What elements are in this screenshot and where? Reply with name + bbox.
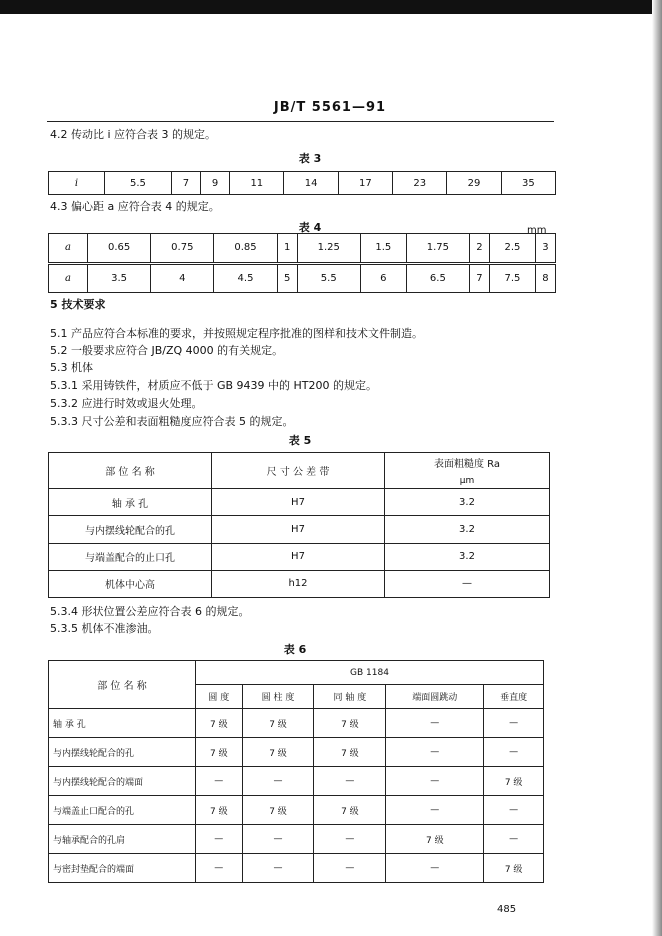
table6-row <box>49 709 544 738</box>
table5-cell: 3.2 <box>385 543 550 570</box>
table5-header-tolerance: 尺 寸 公 差 带 <box>212 453 385 489</box>
clause-4-2: 4.2 传动比 i 应符合表 3 的规定。 <box>50 128 217 141</box>
table6-cell: — <box>484 738 544 767</box>
table4-cell: 4 <box>151 263 214 293</box>
table6-cell: 7 级 <box>314 738 386 767</box>
table4-row <box>49 234 556 264</box>
table4-cell: 7 <box>469 263 489 293</box>
table4-cell: 6.5 <box>406 263 469 293</box>
table6-subheader: 同 轴 度 <box>314 685 386 709</box>
clause-5-3-4: 5.3.4 形状位置公差应符合表 6 的规定。 <box>50 605 250 618</box>
table3-cell: 11 <box>230 172 284 195</box>
table4-caption: 表 4 <box>298 221 322 234</box>
table6-subheader: 端面圆跳动 <box>386 685 484 709</box>
table3-cell: 14 <box>284 172 338 195</box>
table3-cell: 29 <box>447 172 501 195</box>
table6-header-group: GB 1184 <box>196 661 544 685</box>
table5-cell: h12 <box>212 570 385 597</box>
table5-header-roughness <box>385 453 550 489</box>
table4-cell: 1 <box>277 234 297 264</box>
scan-right-edge <box>652 0 662 936</box>
table4-cell: 3.5 <box>88 263 151 293</box>
clause-5-3-5: 5.3.5 机体不准渗油。 <box>50 622 159 635</box>
table6-subheader: 垂直度 <box>484 685 544 709</box>
scan-top-border <box>0 0 662 14</box>
table6-cell: 7 级 <box>196 709 243 738</box>
table6-row <box>49 825 544 854</box>
table6-header-name: 部 位 名 称 <box>49 661 196 709</box>
page-number: 485 <box>497 904 517 915</box>
table6-cell: — <box>196 767 243 796</box>
table4-label: a <box>49 234 88 264</box>
table5-caption: 表 5 <box>288 434 312 447</box>
table5-cell: H7 <box>212 543 385 570</box>
table6-cell: — <box>386 738 484 767</box>
table6-cell: 7 级 <box>242 796 314 825</box>
table6-header-row <box>49 661 544 685</box>
table5 <box>48 452 550 598</box>
table3-label: i <box>49 172 105 195</box>
table6-cell: — <box>386 854 484 883</box>
table6-cell: — <box>242 767 314 796</box>
table6-cell: 与轴承配合的孔肩 <box>49 825 196 854</box>
table4-unit: mm <box>527 225 547 236</box>
table6-cell: 7 级 <box>242 738 314 767</box>
table6-row <box>49 854 544 883</box>
table5-cell: 机体中心高 <box>49 570 212 597</box>
table4-cell: 2.5 <box>490 234 536 264</box>
table6-cell: 7 级 <box>386 825 484 854</box>
clause-5-2: 5.2 一般要求应符合 JB/ZQ 4000 的有关规定。 <box>50 344 284 357</box>
table3 <box>48 171 556 195</box>
table3-caption: 表 3 <box>298 152 322 165</box>
table6-cell: 7 级 <box>314 709 386 738</box>
table6-cell: 与密封垫配合的端面 <box>49 854 196 883</box>
table5-row <box>49 543 550 570</box>
table4-cell: 0.85 <box>214 234 277 264</box>
table6-cell: — <box>386 767 484 796</box>
table6-cell: — <box>484 709 544 738</box>
table6-row <box>49 767 544 796</box>
table6-cell: 7 级 <box>196 738 243 767</box>
table4-row <box>49 263 556 293</box>
table3-cell: 9 <box>201 172 230 195</box>
table6-caption: 表 6 <box>283 643 307 656</box>
clause-5-3-3: 5.3.3 尺寸公差和表面粗糙度应符合表 5 的规定。 <box>50 415 294 428</box>
clause-5-3-2: 5.3.2 应进行时效或退火处理。 <box>50 397 203 410</box>
table6-cell: 与端盖止口配合的孔 <box>49 796 196 825</box>
clause-5-1: 5.1 产品应符合本标准的要求，并按照规定程序批准的图样和技术文件制造。 <box>50 327 423 340</box>
table6-cell: — <box>386 796 484 825</box>
table5-cell: 轴 承 孔 <box>49 489 212 516</box>
table6-cell: — <box>314 767 386 796</box>
table6-cell: — <box>242 825 314 854</box>
table4-cell: 2 <box>469 234 489 264</box>
table6 <box>48 660 544 883</box>
table6-cell: — <box>242 854 314 883</box>
table3-row <box>49 172 556 195</box>
table6-cell: 7 级 <box>484 854 544 883</box>
standard-header: JB/T 5561—91 <box>273 100 387 115</box>
table6-cell: — <box>484 825 544 854</box>
table6-cell: — <box>196 854 243 883</box>
table4-cell: 1.25 <box>297 234 360 264</box>
table5-row <box>49 516 550 543</box>
table4 <box>48 233 556 293</box>
table5-cell: H7 <box>212 489 385 516</box>
table3-cell: 5.5 <box>105 172 172 195</box>
table4-cell: 3 <box>535 234 555 264</box>
table5-cell: H7 <box>212 516 385 543</box>
table6-cell: — <box>314 825 386 854</box>
table4-cell: 1.75 <box>406 234 469 264</box>
table6-row <box>49 796 544 825</box>
table5-cell: 与端盖配合的止口孔 <box>49 543 212 570</box>
clause-4-3: 4.3 偏心距 a 应符合表 4 的规定。 <box>50 200 220 213</box>
table4-cell: 4.5 <box>214 263 277 293</box>
table5-body <box>49 489 550 598</box>
table5-header-row <box>49 453 550 489</box>
table3-cell: 23 <box>393 172 447 195</box>
table5-row <box>49 570 550 597</box>
table5-cell: — <box>385 570 550 597</box>
table5-cell: 3.2 <box>385 489 550 516</box>
table6-body <box>49 709 544 883</box>
table6-cell: 与内摆线轮配合的端面 <box>49 767 196 796</box>
table5-cell: 3.2 <box>385 516 550 543</box>
table6-subheader: 圆 柱 度 <box>242 685 314 709</box>
table3-cell: 17 <box>338 172 392 195</box>
table6-cell: — <box>484 796 544 825</box>
table3-cell: 7 <box>171 172 200 195</box>
table5-row <box>49 489 550 516</box>
table5-cell: 与内摆线轮配合的孔 <box>49 516 212 543</box>
table4-cell: 7.5 <box>490 263 536 293</box>
table6-cell: — <box>196 825 243 854</box>
table6-cell: — <box>386 709 484 738</box>
table4-label: a <box>49 263 88 293</box>
clause-5-3: 5.3 机体 <box>50 361 93 374</box>
table6-cell: 轴 承 孔 <box>49 709 196 738</box>
header-rule <box>47 121 554 122</box>
table5-header-unit: μm <box>459 476 475 487</box>
table6-cell: — <box>314 854 386 883</box>
table4-cell: 5 <box>277 263 297 293</box>
table4-cell: 6 <box>360 263 406 293</box>
table6-cell: 与内摆线轮配合的孔 <box>49 738 196 767</box>
table6-cell: 7 级 <box>196 796 243 825</box>
table6-cell: 7 级 <box>242 709 314 738</box>
section-5-title: 5 技术要求 <box>50 298 106 311</box>
table4-cell: 1.5 <box>360 234 406 264</box>
table5-header-roughness-label: 表面粗糙度 Ra <box>433 459 501 471</box>
table6-row <box>49 738 544 767</box>
table6-cell: 7 级 <box>314 796 386 825</box>
table4-cell: 8 <box>535 263 555 293</box>
table3-cell: 35 <box>501 172 555 195</box>
table5-header-name: 部 位 名 称 <box>49 453 212 489</box>
table4-cell: 0.65 <box>88 234 151 264</box>
table4-cell: 0.75 <box>151 234 214 264</box>
clause-5-3-1: 5.3.1 采用铸铁件，材质应不低于 GB 9439 中的 HT200 的规定。 <box>50 379 378 392</box>
table6-cell: 7 级 <box>484 767 544 796</box>
table4-cell: 5.5 <box>297 263 360 293</box>
table6-subheader: 圆 度 <box>196 685 243 709</box>
